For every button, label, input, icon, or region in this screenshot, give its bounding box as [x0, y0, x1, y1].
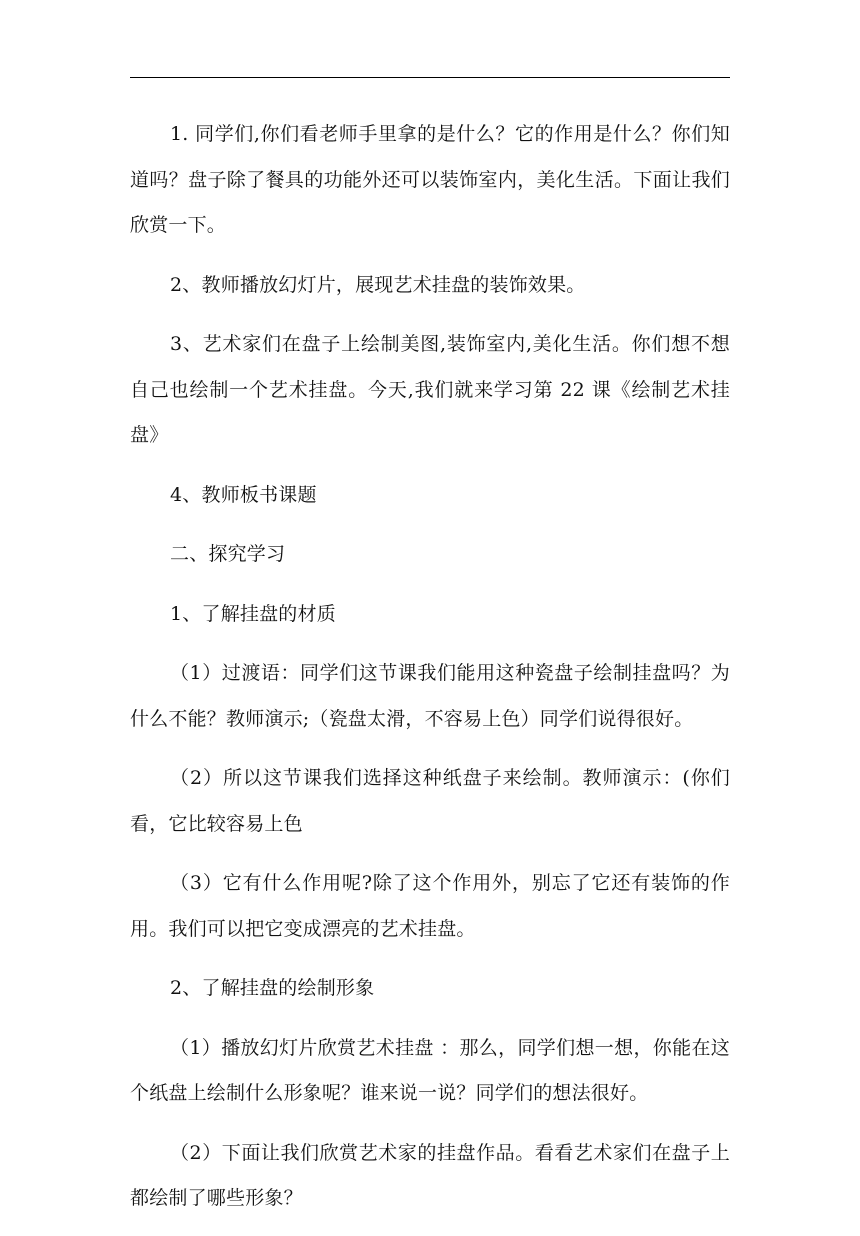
paragraph-step-2: 2、教师播放幻灯片，展现艺术挂盘的装饰效果。: [170, 273, 586, 296]
paragraph-material-2: （2）所以这节课我们选择这种纸盘子来绘制。教师演示：(你们看，它比较容易上色: [130, 767, 730, 835]
paragraph-image-2: （2）下面让我们欣赏艺术家的挂盘作品。看看艺术家们在盘子上都绘制了哪些形象？: [130, 1141, 730, 1209]
document-body: [130, 112, 730, 1236]
subheading-material: 1、了解挂盘的材质: [170, 602, 336, 625]
paragraph-image-1: （1）播放幻灯片欣赏艺术挂盘 ：那么，同学们想一想，你能在这个纸盘上绘制什么形象呢？谁来说一说？同学们的想法很好。: [130, 1036, 730, 1104]
paragraph-step-3: 3、艺术家们在盘子上绘制美图,装饰室内,美化生活。你们想不想自己也绘制一个艺术挂盘。今天,我们就来学习第 22 课《绘制艺术挂盘》: [130, 333, 730, 446]
header-rule: [130, 77, 730, 78]
paragraph-step-4: 4、教师板书课题: [170, 483, 317, 506]
section-heading-explore: 二、探究学习: [170, 543, 286, 565]
paragraph-intro-question: 1. 同学们,你们看老师手里拿的是什么？它的作用是什么？你们知道吗？盘子除了餐具的功能外还可以装饰室内，美化生活。下面让我们欣赏一下。: [130, 123, 730, 236]
subheading-image: 2、了解挂盘的绘制形象: [170, 977, 375, 999]
paragraph-material-3: （3）它有什么作用呢?除了这个作用外，别忘了它还有装饰的作用。我们可以把它变成漂亮的艺术挂盘。: [130, 872, 730, 940]
paragraph-material-1: （1）过渡语：同学们这节课我们能用这种瓷盘子绘制挂盘吗？为什么不能？教师演示;（瓷盘太滑，不容易上色）同学们说得很好。: [130, 662, 730, 730]
